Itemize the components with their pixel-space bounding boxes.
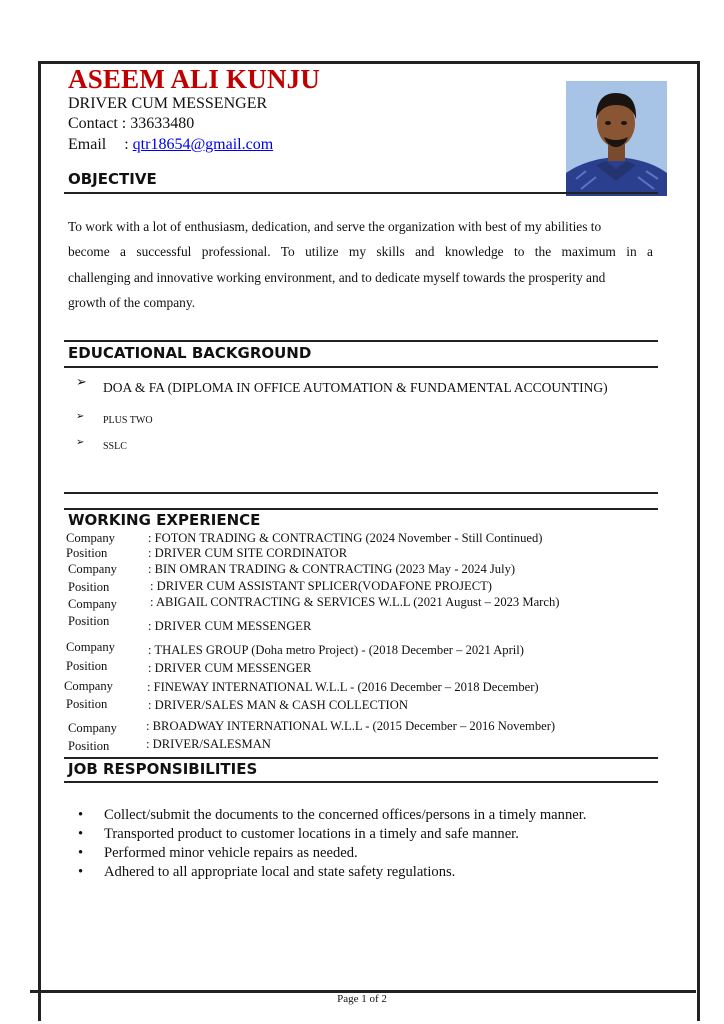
- email-separator: :: [124, 136, 129, 153]
- responsibilities-heading: JOB RESPONSIBILITIES: [64, 760, 658, 783]
- experience-label: Company: [68, 562, 117, 576]
- experience-value: : FINEWAY INTERNATIONAL W.L.L - (2016 December – 2018 December): [147, 680, 539, 694]
- education-heading: EDUCATIONAL BACKGROUND: [64, 344, 658, 368]
- objective-line: become a successful professional. To utilize my skills and knowledge to the maximum in a: [68, 244, 653, 260]
- bullet-icon: •: [78, 826, 84, 842]
- education-item: [76, 411, 153, 426]
- experience-label: Position: [66, 697, 108, 711]
- education-item-label: DOA & FA (DIPLOMA IN OFFICE AUTOMATION & FUNDAMENTAL ACCOUNTING): [103, 380, 608, 395]
- experience-heading: WORKING EXPERIENCE: [68, 511, 261, 529]
- responsibility-item: [78, 807, 586, 824]
- bullet-icon: •: [78, 845, 84, 861]
- experience-value: : BROADWAY INTERNATIONAL W.L.L - (2015 December – 2016 November): [146, 719, 556, 733]
- responsibility-text: Performed minor vehicle repairs as needed.: [104, 845, 358, 861]
- email-line: [68, 136, 273, 154]
- experience-label: Position: [68, 614, 110, 628]
- arrow-bullet-icon: ➢: [76, 375, 87, 390]
- experience-label: Position: [68, 580, 110, 594]
- education-item-label: SSLC: [103, 441, 127, 452]
- bullet-icon: •: [78, 864, 84, 880]
- experience-label: Company: [68, 597, 117, 611]
- responsibility-text: Transported product to customer locations in a timely and safe manner.: [104, 826, 519, 842]
- responsibility-item: [78, 864, 455, 881]
- experience-label: Position: [66, 546, 108, 560]
- experience-value: : DRIVER CUM MESSENGER: [148, 619, 312, 633]
- experience-value: : BIN OMRAN TRADING & CONTRACTING (2023 May - 2024 July): [148, 562, 516, 576]
- experience-value: : DRIVER/SALESMAN: [146, 737, 271, 751]
- education-item: [76, 375, 608, 396]
- education-bottom-rule: [64, 492, 658, 494]
- objective-line: growth of the company.: [68, 294, 196, 310]
- experience-value: : DRIVER/SALES MAN & CASH COLLECTION: [148, 698, 408, 712]
- education-top-rule: [64, 340, 658, 342]
- responsibilities-top-rule: [64, 757, 658, 759]
- page-number: Page 1 of 2: [337, 993, 387, 1005]
- candidate-name: ASEEM ALI KUNJU: [68, 64, 321, 94]
- job-title: DRIVER CUM MESSENGER: [68, 95, 268, 112]
- experience-label: Position: [66, 659, 108, 673]
- objective-text: [68, 214, 653, 315]
- education-item: [76, 437, 127, 452]
- bullet-icon: •: [78, 807, 84, 823]
- objective-line: To work with a lot of enthusiasm, dedication, and serve the organization with best of my abilities to: [68, 219, 602, 234]
- experience-label: Position: [68, 739, 110, 753]
- objective-line: challenging and innovative working environment, and to dedicate myself towards the prosperity and: [68, 269, 606, 285]
- experience-value: : DRIVER CUM SITE CORDINATOR: [148, 546, 348, 560]
- email-link[interactable]: qtr18654@gmail.com: [132, 136, 274, 153]
- contact-number: Contact : 33633480: [68, 115, 195, 132]
- experience-value: : FOTON TRADING & CONTRACTING (2024 November - Still Continued): [148, 531, 543, 545]
- experience-top-rule: [64, 508, 658, 510]
- experience-label: Company: [66, 640, 115, 654]
- objective-heading: OBJECTIVE: [64, 170, 658, 194]
- experience-label: Company: [66, 531, 115, 545]
- responsibility-text: Adhered to all appropriate local and state safety regulations.: [104, 864, 456, 880]
- experience-value: : THALES GROUP (Doha metro Project) - (2018 December – 2021 April): [148, 643, 524, 657]
- experience-value: : DRIVER CUM MESSENGER: [148, 661, 312, 675]
- experience-label: Company: [68, 721, 117, 735]
- experience-value: : DRIVER CUM ASSISTANT SPLICER(VODAFONE PROJECT): [150, 579, 492, 593]
- responsibility-item: [78, 845, 358, 862]
- experience-label: Company: [64, 679, 113, 693]
- email-label: Email: [68, 136, 107, 153]
- arrow-bullet-icon: ➢: [76, 437, 85, 448]
- responsibility-text: Collect/submit the documents to the concerned offices/persons in a timely manner.: [104, 807, 587, 823]
- responsibility-item: [78, 826, 519, 843]
- experience-value: : ABIGAIL CONTRACTING & SERVICES W.L.L (2021 August – 2023 March): [150, 595, 560, 609]
- arrow-bullet-icon: ➢: [76, 411, 85, 422]
- education-item-label: PLUS TWO: [103, 415, 153, 426]
